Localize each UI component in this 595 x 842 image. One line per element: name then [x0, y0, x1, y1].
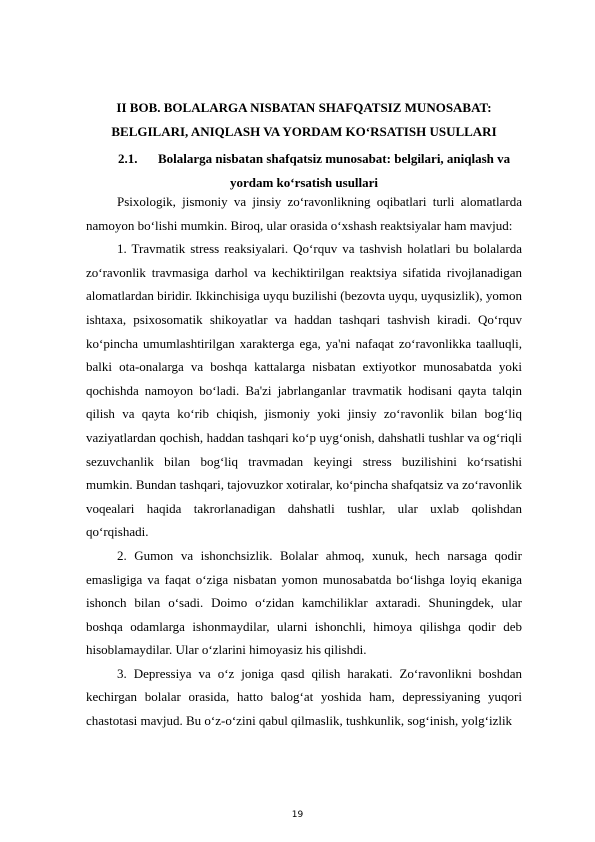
paragraph-item-2: 2. Gumon va ishonchsizlik. Bolalar ahmoq, xunuk, hech narsaga qodir emasligiga va faqat o‘ziga nisbatan yomon munosabatda bo‘lishga loyiq ekaniga ishonch bilan o‘sadi. Doimo o‘zidan kamchiliklar axtaradi. Shuningdek, ular boshqa odamlarga ishonmaydilar, ularni ishonchli, himoya qilishga qodir deb hisoblamaydilar. Ular o‘zlarini himoyasiz his qilishdi. — [86, 547, 522, 658]
paragraph-item-1: 1. Travmatik stress reaksiyalari. Qo‘rquv va tashvish holatlari bu bolalarda zo‘ravonlik travmasiga darhol va kechiktirilgan reaktsiya sifatida rivojlanadigan alomatlardan biridir. Ikkinchisiga uyqu buzilishi (bezovta uyqu, uyqusizlik), yomon ishtaxa, psixosomatik shikoyatlar va haddan tashqari tashvish kiradi. Qo‘rquv ko‘pincha umumlashtirilgan xarakterga ega, ya'ni nafaqat zo‘ravonlikka taalluqli, balki ota-onalarga va boshqa kattalarga nisbatan extiyotkor munosabatda yoki qochishda namoyon bo‘ladi. Ba'zi jabrlanganlar travmatik hodisani qayta talqin qilish va qayta ko‘rib chiqish, jismoniy yoki jinsiy zo‘ravonlik bilan bog‘liq vaziyatlardan qochish, haddan tashqari ko‘p uyg‘onish, dahshatli tushlar va og‘riqli sezuvchanlik bilan bog‘liq travmadan keyingi stress buzilishini ko‘rsatishi mumkin. Bundan tashqari, tajovuzkor xotiralar, ko‘pincha shafqatsiz va zo‘ravonlik voqealari haqida takrorlanadigan dahshatli tushlar, ular uxlab qolishdan qo‘rqishadi. — [86, 241, 522, 540]
section-title-line-2: yordam ko‘rsatish usullari — [229, 175, 379, 190]
body-text — [86, 190, 522, 733]
section-number: 2.1. — [118, 151, 138, 166]
chapter-title-line-2: BELGILARI, ANIQLASH VA YORDAM KO‘RSATISH USULLARI — [111, 124, 497, 139]
chapter-title-line-1: II BOB. BOLALARGA NISBATAN SHAFQATSIZ MUNOSABAT: — [116, 100, 492, 115]
paragraph-item-3: 3. Depressiya va o‘z joniga qasd qilish harakati. Zo‘ravonlikni boshdan kechirgan bolalar orasida, hatto balog‘at yoshida ham, depressiyaning yuqori chastotasi mavjud. Bu o‘z-o‘zini qabul qilmaslik, tushkunlik, sog‘inish, yolg‘izlik — [86, 665, 522, 729]
paragraph-intro: Psixologik, jismoniy va jinsiy zo‘ravonlikning oqibatlari turli alomatlarda namoyon bo‘lishi mumkin. Biroq, ular orasida o‘xshash reaktsiyalar ham mavjud: — [86, 194, 522, 233]
section-title-line-1: Bolalarga nisbatan shafqatsiz munosabat: belgilari, aniqlash va — [158, 151, 511, 166]
page-number: 19 — [291, 810, 304, 820]
section-heading — [118, 147, 538, 171]
